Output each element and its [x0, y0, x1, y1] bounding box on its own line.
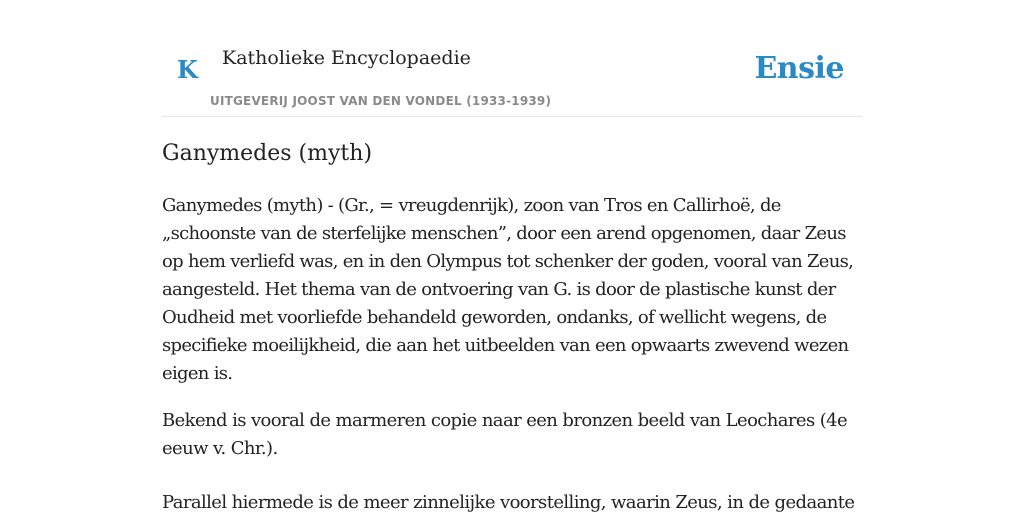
brand-logo-link[interactable]: Ensie	[754, 51, 844, 86]
publication-subtitle: UITGEVERIJ JOOST VAN DEN VONDEL (1933-1939)	[210, 94, 552, 108]
article-title: Ganymedes (myth)	[162, 141, 373, 166]
article-paragraph: Ganymedes (myth) - (Gr., = vreugdenrijk), zoon van Tros en Callirhoë, de „schoonste van de sterfelijke menschen”, door een arend opgenomen, daar Zeus op hem verliefd was, en in den Olympus tot schenker der goden, vooral van Zeus, aangesteld. Het thema van de ontvoering van G. is door de plastische kunst der Oudheid met voorliefde behandeld geworden, ondanks, of wellicht wegens, de specifieke moeilijkheid, die aan het uitbeelden van een opwaarts zwevend wezen eigen is.	[162, 195, 854, 384]
publication-logo[interactable]: K	[177, 55, 198, 84]
site-header	[162, 0, 862, 117]
article-paragraph: Bekend is vooral de marmeren copie naar een bronzen beeld van Leochares (4e eeuw v. Chr.).	[162, 410, 848, 459]
publication-title[interactable]: Katholieke Encyclopaedie	[222, 47, 471, 69]
article	[162, 138, 862, 512]
article-paragraph: Parallel hiermede is de meer zinnelijke voorstelling, waarin Zeus, in de gedaante	[162, 492, 855, 512]
